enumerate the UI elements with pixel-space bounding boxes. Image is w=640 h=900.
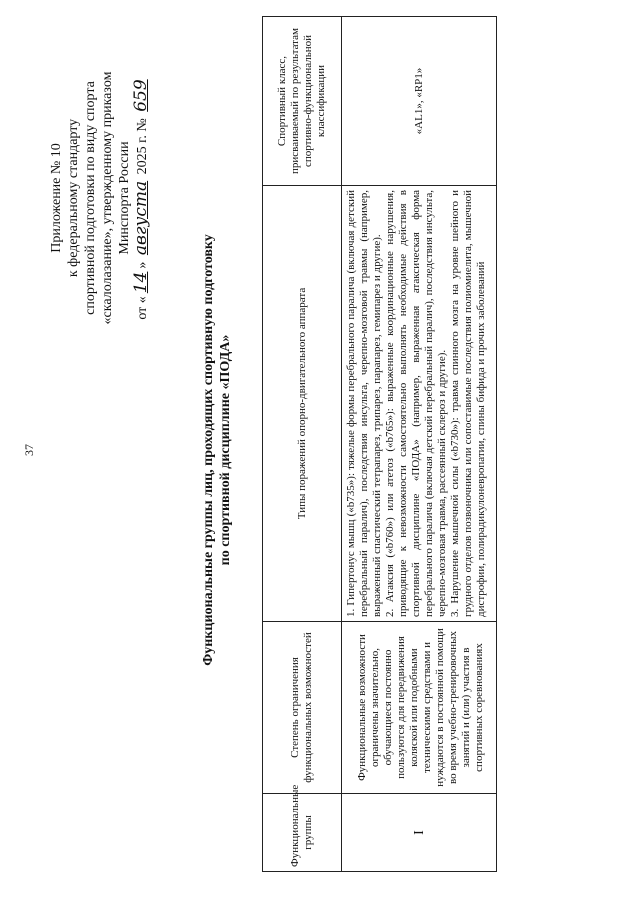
appendix-line-4: «скалолазание», утвержденному приказом [100, 71, 115, 325]
handwritten-number: 659 [131, 79, 151, 112]
cell-types [342, 186, 497, 622]
appendix-block [48, 48, 151, 348]
header-degree: Степень ограничения функциональных возможностей [263, 622, 342, 794]
document-title [200, 0, 234, 900]
handwritten-month: августа [131, 180, 151, 256]
appendix-line-2: к федеральному стандарту [66, 118, 81, 278]
handwritten-day: 14 [131, 271, 151, 294]
date-year: 2025 г. № [135, 118, 150, 175]
types-item-1: 1. Гипертонус мышц («b735»): тяжелые формы перебрального паралича (включая детский перебральный паралич), последствия инсульта, черепно-мозговой травмы (например, выраженный спастический тетрапарез, трипарез, парапарез, гемипарез и другие). [345, 190, 383, 617]
header-group: Функциональные группы [263, 794, 342, 872]
table-row [342, 17, 497, 872]
appendix-date-line [133, 48, 151, 348]
functional-groups-table [262, 16, 497, 872]
types-item-3: 3. Нарушение мышечной силы («b730»): травма спинного мозга на уровне шейного и грудного отделов позвоночника или сопоставимые последствия полиомиелита, мышечной дистрофии, полирадикулоневропатии, спины бифида и прочих заболеваний [449, 190, 487, 617]
table-header-row [263, 17, 342, 872]
appendix-line-5: Минспорта России [117, 141, 132, 255]
appendix-line-1: Приложение № 10 [49, 143, 64, 253]
page-number: 37 [22, 444, 36, 456]
date-prefix: от « [135, 296, 150, 320]
header-types: Типы поражений опорно-двигательного аппарата [263, 186, 342, 622]
title-line-2: по спортивной дисциплине «ПОДА» [218, 334, 233, 566]
cell-class: «AL1», «RP1» [342, 17, 497, 186]
types-item-2: 2. Атаксия («b760») или атетоз («b765»): выраженные координационные нарушения, приводящие к невозможности самостоятельно выполнять необходимые действия в спортивной дисциплине «ПОДА» (например, выраженная атаксическая форма перебрального паралича (включая детский перебральный паралич), последствия инсульта, черепно-мозговая травма, рассеянный склероз и другие). [384, 190, 448, 617]
appendix-line-3: спортивной подготовки по виду спорта [83, 81, 98, 315]
title-line-1: Функциональные группы лиц, проходящих спортивную подготовку [201, 234, 216, 666]
cell-degree: Функциональные возможности ограничены значительно, обучающиеся постоянно пользуются для передвижения коляской или подобными техническими средствами и нуждаются в постоянной помощи во время учебно-тренировочных занятий и (или) участия в спортивных соревнованиях [342, 622, 497, 794]
date-mid: » [135, 261, 150, 269]
cell-group: I [342, 794, 497, 872]
header-class: Спортивный класс, присваиваемый по результатам спортивно-функциональной классификации [263, 17, 342, 186]
